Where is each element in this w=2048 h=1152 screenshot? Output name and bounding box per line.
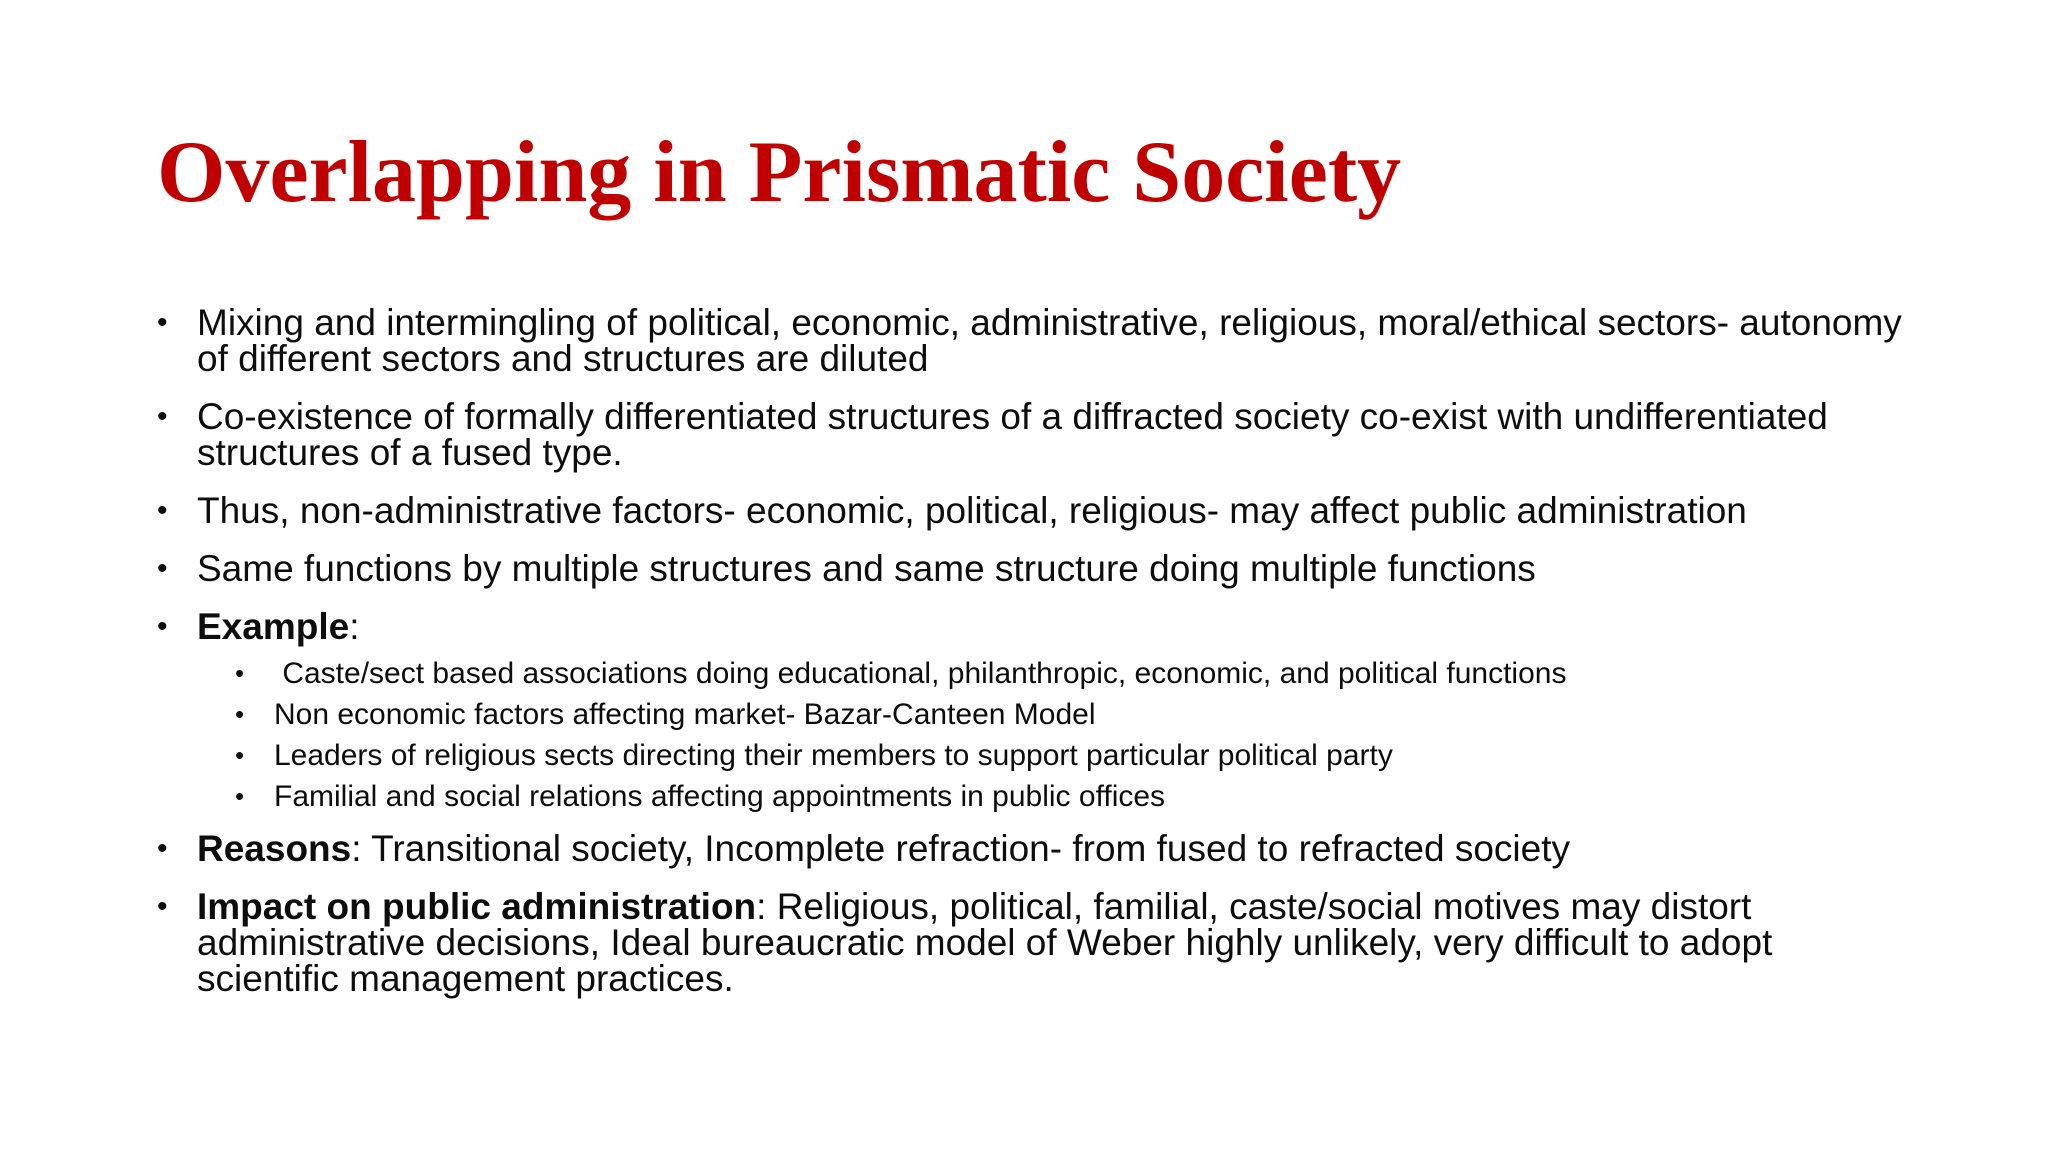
bullet-dot: • bbox=[157, 552, 168, 585]
bullet-dot: • bbox=[157, 610, 168, 643]
bullet-item-example bbox=[157, 606, 1917, 647]
sub-bullet-dot: • bbox=[235, 740, 245, 770]
bullet-item-same-functions bbox=[157, 548, 1917, 589]
bullet-dot: • bbox=[157, 890, 168, 923]
bullet-dot: • bbox=[157, 306, 168, 339]
bullet-item-reasons bbox=[157, 828, 1917, 869]
bullet-text: : Religious, political, familial, caste/social motives may distort administrative decisions, Ideal bureaucratic model of Weber highly unlikely, very difficult to adopt scientific management practices. bbox=[197, 886, 1773, 999]
sub-list-item bbox=[157, 653, 1917, 694]
bullet-item-impact bbox=[157, 886, 1917, 999]
bullet-dot: • bbox=[157, 832, 168, 865]
bullet-bold-label: Example bbox=[197, 606, 350, 647]
bullet-item-non-administrative bbox=[157, 490, 1917, 531]
bullet-text: : bbox=[349, 606, 360, 647]
bullet-dot: • bbox=[157, 494, 168, 527]
sub-list-item bbox=[157, 735, 1917, 776]
bullet-item-mixing bbox=[157, 302, 1917, 379]
bullet-text: Mixing and intermingling of political, economic, administrative, religious, moral/ethical sectors- autonomy of different sectors and structures are diluted bbox=[197, 302, 1902, 379]
sub-list-item bbox=[157, 776, 1917, 817]
bullet-text: Same functions by multiple structures and same structure doing multiple functions bbox=[197, 548, 1536, 589]
bullet-text: : Transitional society, Incomplete refraction- from fused to refracted society bbox=[351, 828, 1571, 869]
slide-title: Overlapping in Prismatic Society bbox=[157, 124, 1402, 221]
bullet-bold-label: Reasons bbox=[197, 828, 352, 869]
sub-item-text: Leaders of religious sects directing their members to support particular political party bbox=[274, 739, 1393, 772]
sub-bullet-dot: • bbox=[235, 699, 245, 729]
sub-item-text: Non economic factors affecting market- Bazar-Canteen Model bbox=[274, 698, 1096, 731]
sub-item-text: Caste/sect based associations doing educational, philanthropic, economic, and political functions bbox=[274, 657, 1567, 690]
bullet-text: Co-existence of formally differentiated structures of a diffracted society co-exist with undifferentiated structures of a fused type. bbox=[197, 396, 1828, 473]
sub-bullet-dot: • bbox=[235, 781, 245, 811]
sub-item-text: Familial and social relations affecting appointments in public offices bbox=[274, 780, 1166, 813]
bullet-list bbox=[157, 302, 1917, 1019]
bullet-item-coexistence bbox=[157, 396, 1917, 473]
sub-bullet-dot: • bbox=[235, 658, 245, 688]
bullet-bold-label: Impact on public administration bbox=[197, 886, 757, 927]
sub-list-item bbox=[157, 694, 1917, 735]
example-sub-list bbox=[157, 653, 1917, 817]
bullet-text: Thus, non-administrative factors- economic, political, religious- may affect public administration bbox=[197, 490, 1747, 531]
bullet-dot: • bbox=[157, 400, 168, 433]
